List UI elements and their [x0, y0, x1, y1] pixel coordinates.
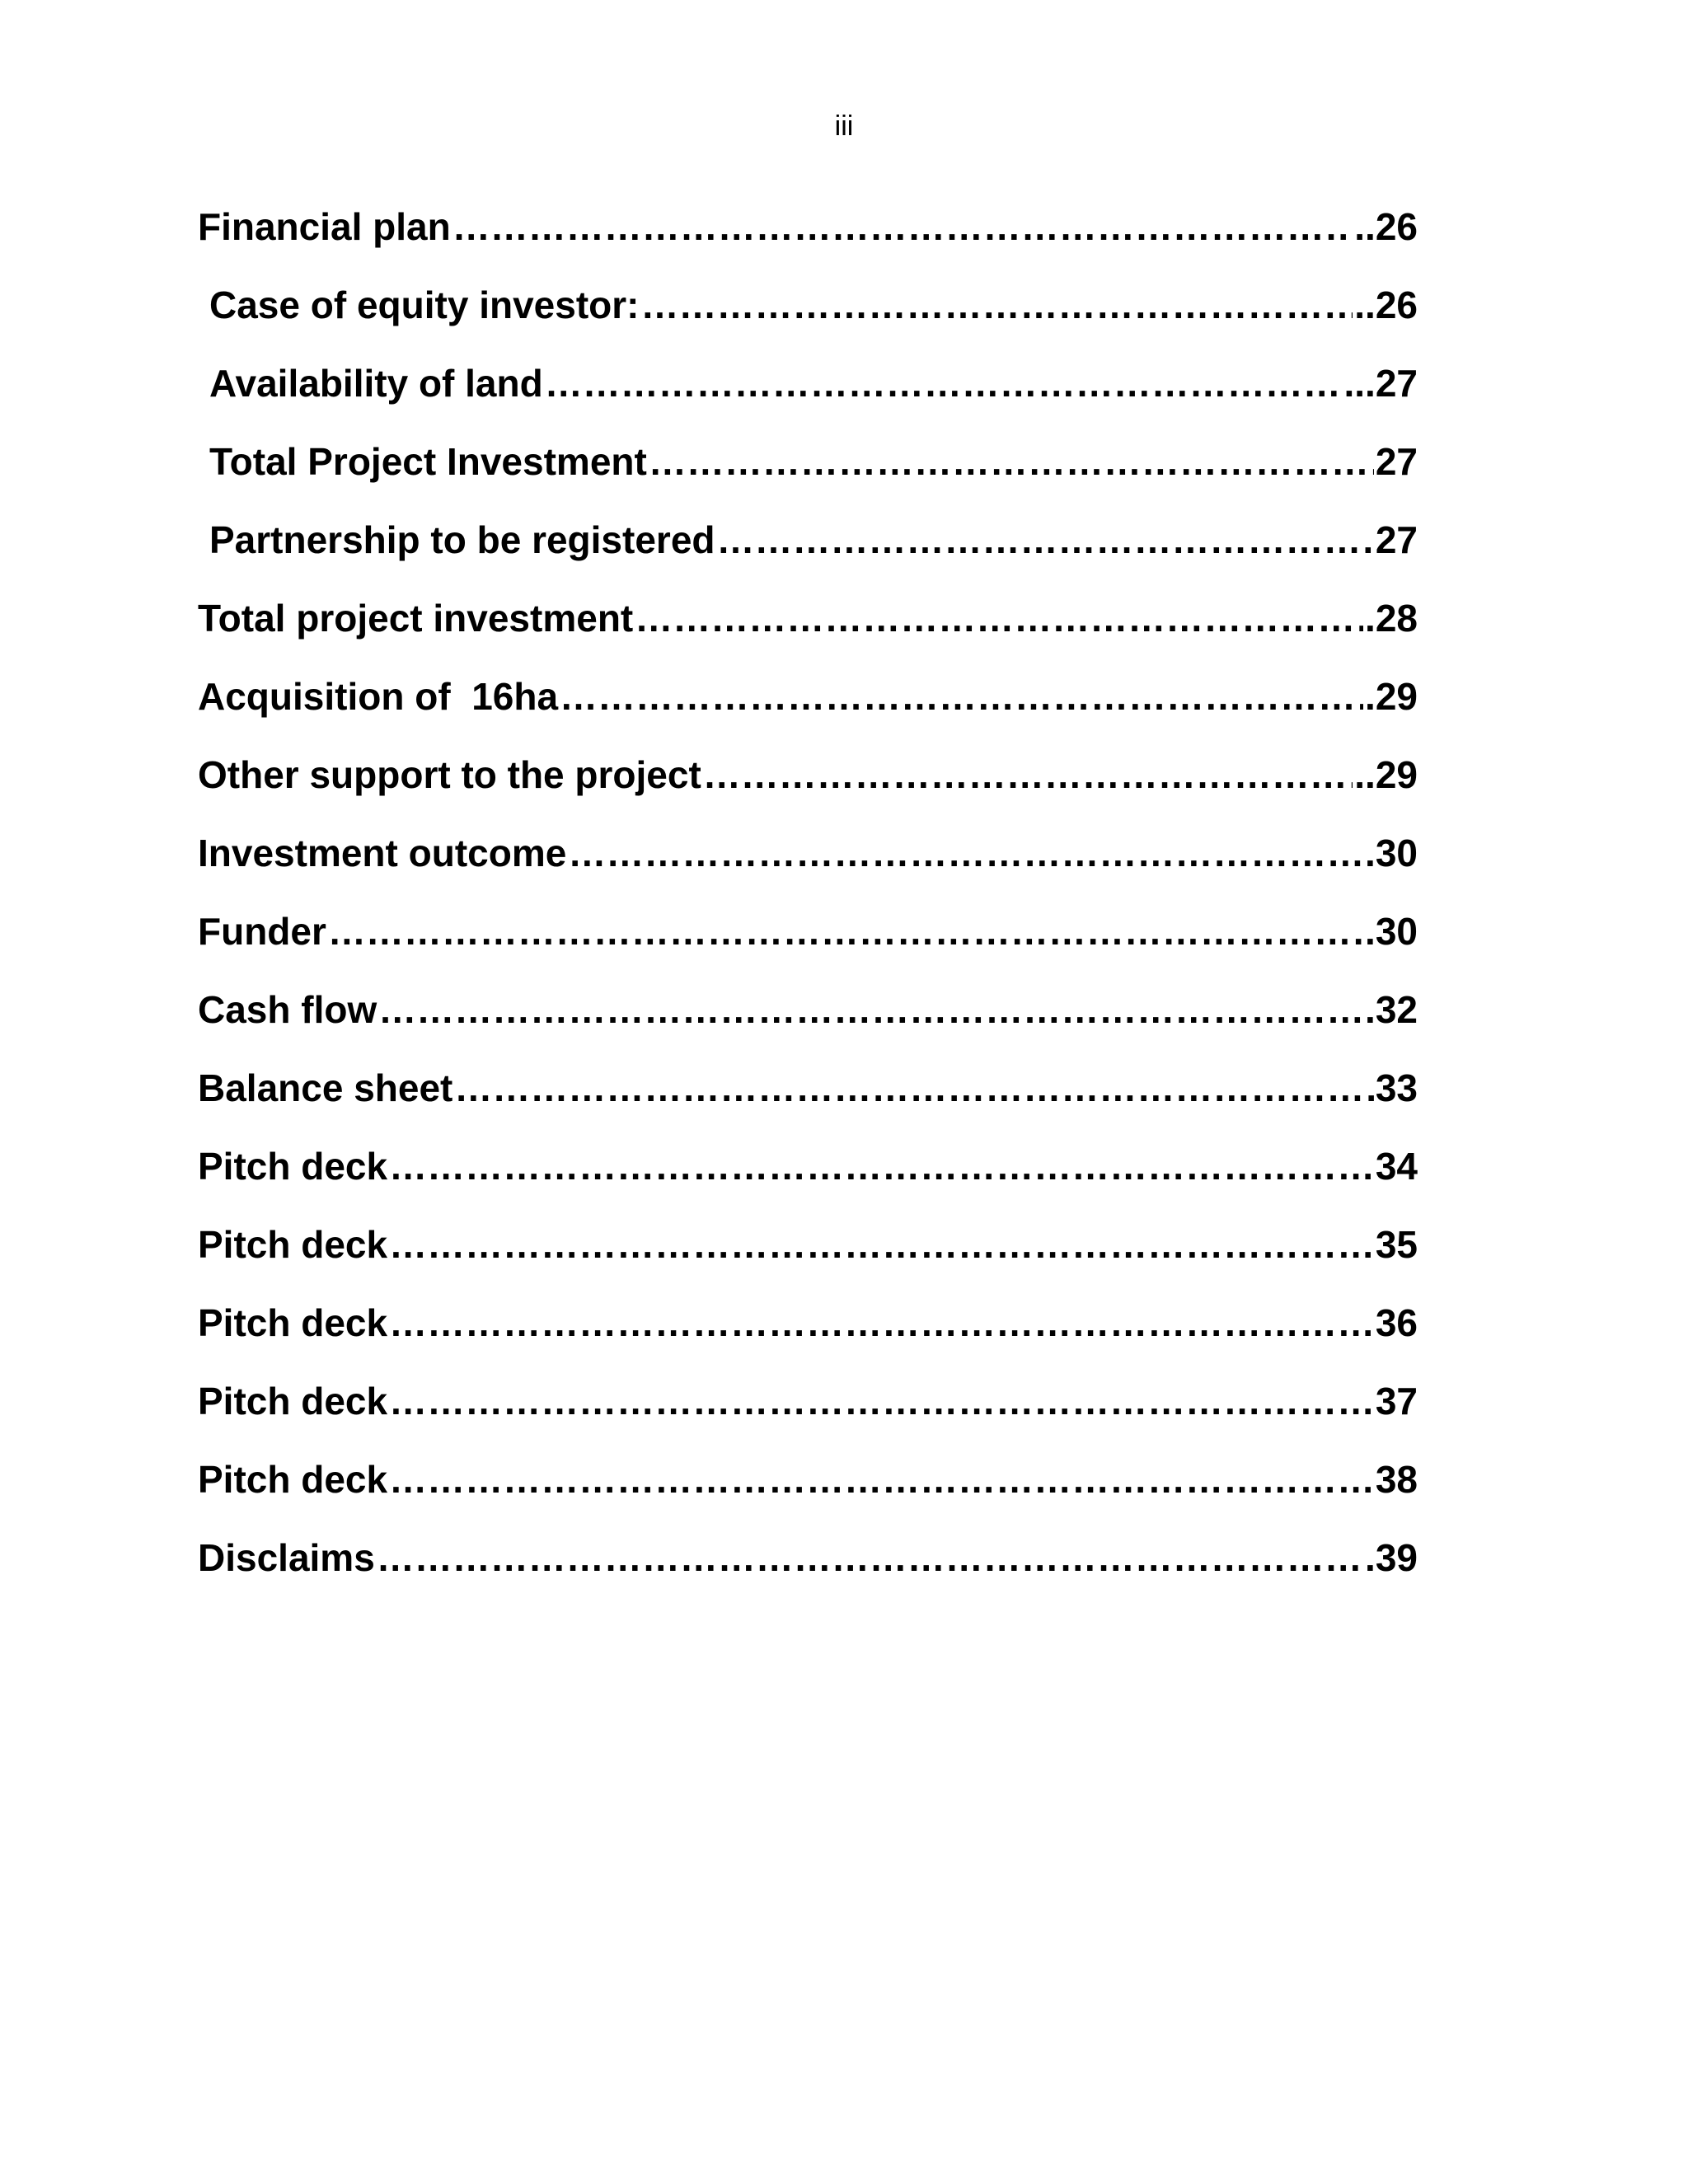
toc-entry-page: .28	[1365, 597, 1418, 640]
toc-entry-page: ..29	[1354, 753, 1418, 796]
toc-entry-title: Partnership to be registered	[209, 518, 715, 561]
toc-entry	[198, 659, 1418, 738]
toc-entry-title: Balance sheet	[198, 1066, 453, 1109]
toc-entry	[198, 581, 1418, 659]
toc-entry-title: Cash flow	[198, 988, 377, 1031]
toc-entry	[198, 894, 1418, 972]
toc-entry	[198, 346, 1418, 424]
toc-dot-leader	[649, 443, 1374, 480]
toc-entry-title: Funder	[198, 910, 326, 953]
toc-entry-page: ..26	[1354, 284, 1418, 326]
toc-entry-page: 36	[1375, 1301, 1418, 1344]
toc-dot-leader	[452, 208, 1353, 246]
toc-dot-leader	[545, 364, 1343, 402]
toc-entry	[198, 1207, 1418, 1286]
page-number: iii	[834, 110, 854, 142]
toc-entry	[198, 424, 1418, 503]
toc-entry-title: Pitch deck	[198, 1223, 388, 1266]
toc-entry	[198, 190, 1418, 268]
toc-entry	[198, 1364, 1418, 1442]
toc-entry-page: 33	[1375, 1066, 1418, 1109]
toc-entry-page: .30	[1365, 910, 1418, 953]
toc-entry	[198, 738, 1418, 816]
toc-entry	[198, 1051, 1418, 1129]
toc-entry-page: .32	[1365, 988, 1418, 1031]
toc-dot-leader	[717, 521, 1374, 559]
toc-dot-leader	[377, 1539, 1363, 1577]
toc-entry-page: 34	[1375, 1145, 1418, 1188]
toc-dot-leader	[454, 1069, 1373, 1107]
toc-entry-page: ..26	[1354, 205, 1418, 248]
toc-entry-page: 38	[1375, 1458, 1418, 1501]
toc-entry-page: .29	[1365, 675, 1418, 718]
toc-entry-title: Pitch deck	[198, 1301, 388, 1344]
toc-dot-leader	[389, 1382, 1374, 1420]
toc-entry-page: .39	[1365, 1536, 1418, 1579]
toc-entry	[198, 1521, 1418, 1599]
toc-entry-title: Availability of land	[209, 362, 543, 405]
toc-entry	[198, 972, 1418, 1051]
toc-dot-leader	[378, 991, 1363, 1029]
toc-entry-title: Investment outcome	[198, 832, 567, 874]
toc-entry-title: Total project investment	[198, 597, 634, 640]
toc-entry	[198, 816, 1418, 894]
toc-entry	[198, 1286, 1418, 1364]
toc-dot-leader	[389, 1304, 1374, 1342]
toc-entry-page: ...27	[1343, 362, 1418, 405]
toc-entry-title: Disclaims	[198, 1536, 375, 1579]
toc-entry	[198, 1442, 1418, 1521]
toc-entry-title: Total Project Investment	[209, 440, 647, 483]
toc-entry-title: Pitch deck	[198, 1145, 388, 1188]
toc-dot-leader	[389, 1226, 1374, 1263]
toc-entry-title: Other support to the project	[198, 753, 701, 796]
toc-entry-title: Financial plan	[198, 205, 451, 248]
toc-entry-page: 37	[1375, 1380, 1418, 1422]
toc-entry-page: 27	[1375, 440, 1418, 483]
toc-entry-title: Case of equity investor:	[209, 284, 640, 326]
toc-entry-page: .30	[1365, 832, 1418, 874]
toc-entry-title: Acquisition of 16ha	[198, 675, 559, 718]
toc-entry-title: Pitch deck	[198, 1380, 388, 1422]
toc-entry	[198, 1129, 1418, 1207]
toc-dot-leader	[640, 286, 1353, 324]
toc-dot-leader	[568, 834, 1363, 872]
toc-entry-page: 35	[1375, 1223, 1418, 1266]
table-of-contents	[198, 190, 1418, 1599]
toc-dot-leader	[635, 599, 1363, 637]
toc-dot-leader	[560, 677, 1363, 715]
toc-entry-page: 27	[1375, 518, 1418, 561]
toc-dot-leader	[389, 1147, 1374, 1185]
toc-entry	[198, 268, 1418, 346]
toc-dot-leader	[389, 1460, 1374, 1498]
toc-entry	[198, 503, 1418, 581]
toc-entry-title: Pitch deck	[198, 1458, 388, 1501]
toc-dot-leader	[703, 756, 1353, 794]
toc-dot-leader	[328, 912, 1363, 950]
